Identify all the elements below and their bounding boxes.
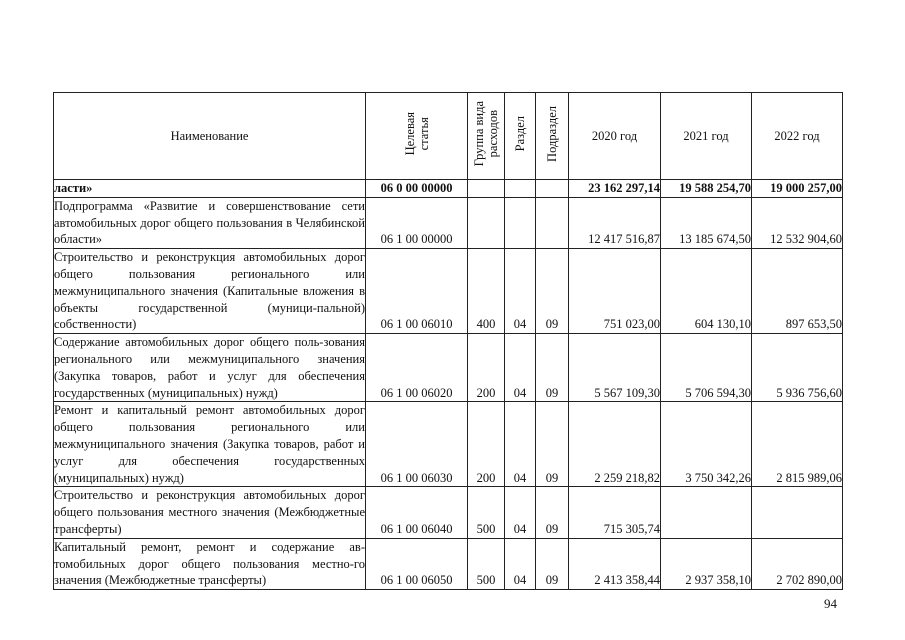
row-subsection: 09 — [536, 334, 569, 402]
row-2020: 2 413 358,44 — [569, 538, 661, 589]
row-group: 500 — [468, 538, 505, 589]
row-2020: 715 305,74 — [569, 487, 661, 538]
page-number: 94 — [824, 596, 837, 611]
row-subsection: 09 — [536, 402, 569, 487]
row-target: 06 1 00 06010 — [366, 249, 468, 334]
row-2021: 2 937 358,10 — [661, 538, 752, 589]
header-2020: 2020 год — [569, 93, 661, 180]
row-section: 04 — [505, 487, 536, 538]
row-target: 06 1 00 06050 — [366, 538, 468, 589]
row-2020: 751 023,00 — [569, 249, 661, 334]
row-name: Ремонт и капитальный ремонт автомобильных дорог общего пользования регионального или межмуниципального значения (Закупка товаров, работ и услуг для обеспечения государственных (муниципальных) нужд) — [54, 402, 366, 487]
header-subsection: Подраздел — [536, 93, 569, 180]
row-2022: 2 815 989,06 — [752, 402, 843, 487]
row-name: Подпрограмма «Развитие и совершенствование сети автомобильных дорог общего пользования в Челябинской области» — [54, 197, 366, 248]
row-group: 200 — [468, 402, 505, 487]
row-group — [468, 197, 505, 248]
table-row — [54, 402, 843, 487]
row-name: Содержание автомобильных дорог общего поль-зования регионального или межмуниципального значения (Закупка товаров, работ и услуг для обеспечения государственных (муниципальных) нужд) — [54, 334, 366, 402]
row-subsection: 09 — [536, 538, 569, 589]
header-name: Наименование — [54, 93, 366, 180]
row-2020: 5 567 109,30 — [569, 334, 661, 402]
table-row — [54, 538, 843, 589]
table-row — [54, 180, 843, 198]
row-name: Строительство и реконструкция автомобильных дорог общего пользования регионального или межмуниципального значения (Капитальные вложения в объекты государственной (муници-пальной) собственности) — [54, 249, 366, 334]
row-2020: 2 259 218,82 — [569, 402, 661, 487]
row-subsection: 09 — [536, 487, 569, 538]
row-2022 — [752, 487, 843, 538]
row-name: Капитальный ремонт, ремонт и содержание ав-томобильных дорог общего пользования местно-го значения (Межбюджетные трансферты) — [54, 538, 366, 589]
row-group: 400 — [468, 249, 505, 334]
row-2020: 23 162 297,14 — [569, 180, 661, 198]
row-target: 06 1 00 06020 — [366, 334, 468, 402]
row-2022: 5 936 756,60 — [752, 334, 843, 402]
row-2022: 19 000 257,00 — [752, 180, 843, 198]
row-subsection: 09 — [536, 249, 569, 334]
row-2021: 19 588 254,70 — [661, 180, 752, 198]
row-target: 06 1 00 00000 — [366, 197, 468, 248]
row-name: Строительство и реконструкция автомобильных дорог общего пользования местного значения (Межбюджетные трансферты) — [54, 487, 366, 538]
row-section — [505, 197, 536, 248]
row-group — [468, 180, 505, 198]
table-row — [54, 334, 843, 402]
header-2021: 2021 год — [661, 93, 752, 180]
row-2022: 12 532 904,60 — [752, 197, 843, 248]
header-target: Целевая статья — [366, 93, 468, 180]
row-subsection — [536, 197, 569, 248]
table-header-row — [54, 93, 843, 180]
row-target: 06 0 00 00000 — [366, 180, 468, 198]
row-section — [505, 180, 536, 198]
row-name: ласти» — [54, 180, 366, 198]
row-2021 — [661, 487, 752, 538]
row-target: 06 1 00 06030 — [366, 402, 468, 487]
header-section: Раздел — [505, 93, 536, 180]
table-row — [54, 249, 843, 334]
row-group: 200 — [468, 334, 505, 402]
row-2021: 13 185 674,50 — [661, 197, 752, 248]
row-2022: 897 653,50 — [752, 249, 843, 334]
row-2021: 5 706 594,30 — [661, 334, 752, 402]
row-2020: 12 417 516,87 — [569, 197, 661, 248]
row-2021: 604 130,10 — [661, 249, 752, 334]
row-section: 04 — [505, 334, 536, 402]
budget-table — [53, 92, 843, 590]
table-row — [54, 197, 843, 248]
row-section: 04 — [505, 249, 536, 334]
table-row — [54, 487, 843, 538]
row-section: 04 — [505, 538, 536, 589]
row-2021: 3 750 342,26 — [661, 402, 752, 487]
row-subsection — [536, 180, 569, 198]
header-2022: 2022 год — [752, 93, 843, 180]
row-section: 04 — [505, 402, 536, 487]
row-group: 500 — [468, 487, 505, 538]
row-target: 06 1 00 06040 — [366, 487, 468, 538]
row-2022: 2 702 890,00 — [752, 538, 843, 589]
header-group: Группа вида расходов — [468, 93, 505, 180]
